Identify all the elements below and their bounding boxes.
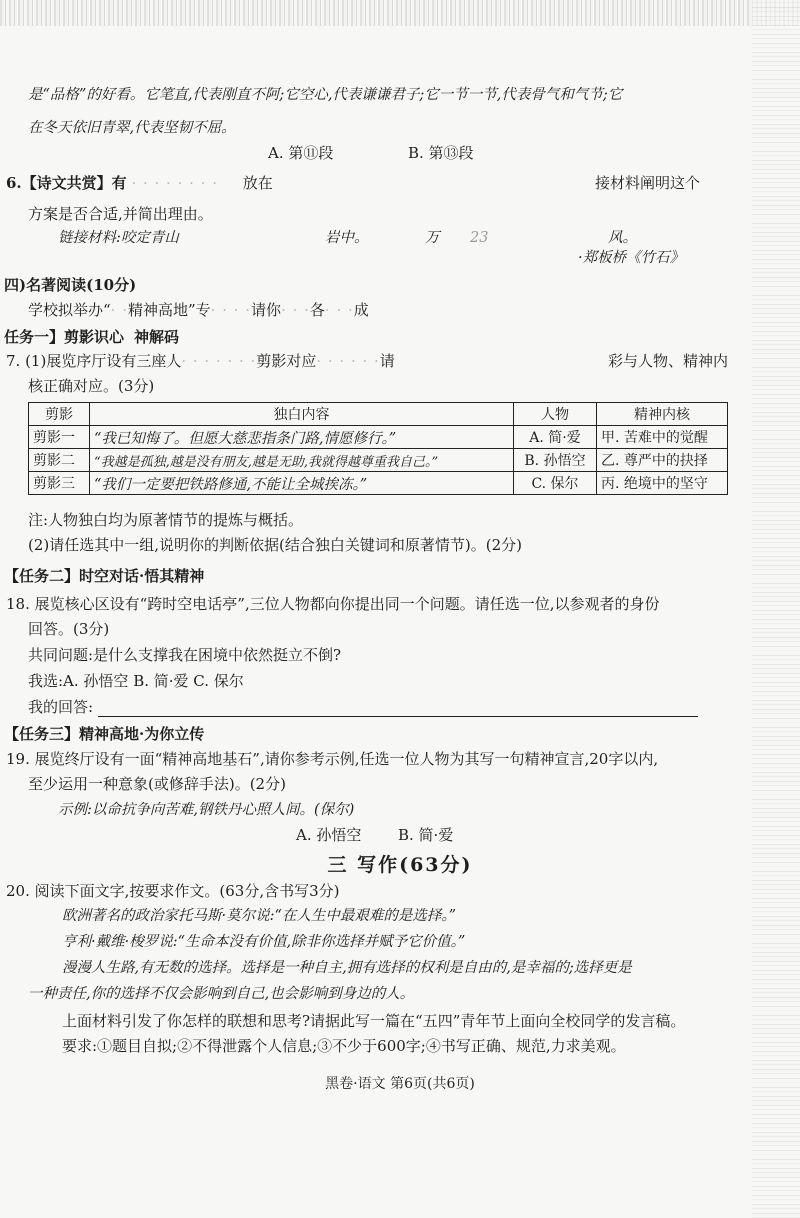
q6-label	[6, 173, 273, 193]
q19-line-1: 19. 展览终厅设有一面“精神高地基石”,请你参考示例,任选一位人物为其写一句精神宣言,20字以内,	[6, 750, 659, 768]
q19-example: 示例:以命抗争向苦难,钢铁丹心照人间。(保尔)	[58, 802, 355, 818]
q20-paragraph-3b: 一种责任,你的选择不仅会影响到自己,也会影响到身边的人。	[28, 986, 415, 1002]
q6-link-prefix: 链接材料:咬定青山	[58, 230, 179, 246]
table-header-cell: 独白内容	[90, 403, 514, 426]
table-cell: 丙. 绝境中的坚守	[597, 472, 728, 495]
q20-paragraph-2: 亨利·戴维·梭罗说:“生命本没有价值,除非你选择并赋予它价值。”	[62, 934, 466, 950]
q6-frag-4: 万	[425, 230, 440, 246]
table-cell: B. 孙悟空	[514, 449, 597, 472]
q6-frag-3: 岩中。	[325, 230, 369, 246]
table-cell: “我越是孤独,越是没有朋友,越是无助,我就得越尊重我自己。”	[90, 449, 514, 472]
page-footer: 黑卷·语文 第6页(共6页)	[325, 1076, 475, 1092]
section4-smudge-4: · · ·	[324, 301, 354, 319]
section4-smudge-1: · ·	[110, 301, 128, 319]
task1-title-b: 神解码	[134, 328, 180, 346]
q17-e: 核正确对应。(3分)	[28, 377, 155, 395]
section4-intro-2: 精神高地”专	[127, 301, 211, 319]
q17-b: 剪影对应	[256, 352, 317, 370]
q6-frag-1: 放在	[242, 174, 273, 192]
section4-title: 四)名著阅读(10分)	[4, 276, 137, 294]
section4-intro-3: 请你	[251, 301, 282, 319]
q18-common-question: 共同问题:是什么支撑我在困境中依然挺立不倒?	[28, 646, 342, 664]
q18-answer-line	[28, 697, 698, 717]
task3-title: 【任务三】精神高地·为你立传	[4, 725, 205, 743]
q20-requirements: 要求:①题目自拟;②不得泄露个人信息;③不少于600字;④书写正确、规范,力求美观。	[62, 1037, 626, 1055]
matching-table	[28, 402, 728, 495]
continuation-line-2: 在冬天依旧青翠,代表坚韧不屈。	[28, 120, 236, 136]
scan-noise-top	[0, 0, 800, 26]
q17-a: 7. (1)展览序厅设有三座人	[6, 352, 182, 370]
q20-paragraph-4: 上面材料引发了你怎样的联想和思考?请据此写一篇在“五四”青年节上面向全校同学的发言稿。	[62, 1012, 686, 1030]
table-cell: 剪影三	[29, 472, 90, 495]
task1-title	[4, 327, 179, 347]
q18-answer-label: 我的回答:	[28, 698, 94, 716]
table-cell: C. 保尔	[514, 472, 597, 495]
continuation-option-b: B. 第⑬段	[408, 144, 474, 162]
q17-c: 请	[379, 352, 395, 370]
q20-paragraph-1: 欧洲著名的政治家托马斯·莫尔说:“在人生中最艰难的是选择。”	[62, 908, 457, 924]
q6-frag-2: 接材料阐明这个	[595, 174, 701, 192]
continuation-line-1: 是“品格”的好看。它笔直,代表刚直不阿;它空心,代表谦谦君子;它一节一节,代表骨气和气节;它	[28, 87, 623, 103]
q6-source: ·郑板桥《竹石》	[578, 250, 685, 266]
q17-part-2: (2)请任选其中一组,说明你的判断依据(结合独白关键词和原著情节)。(2分)	[28, 536, 522, 554]
section3-heading: 三 写作(63分)	[327, 854, 473, 876]
q18-line-1: 18. 展览核心区设有“跨时空电话亭”,三位人物都向你提出同一个问题。请任选一位,以参观者的身份	[6, 595, 660, 613]
table-header-cell: 人物	[514, 403, 597, 426]
q6-frag-6: 风。	[608, 230, 637, 246]
q19-option-a: A. 孙悟空	[296, 826, 362, 844]
section4-smudge-3: · · ·	[281, 301, 310, 319]
q17-smudge-2: · · · · · ·	[316, 352, 380, 370]
table-cell: 剪影二	[29, 449, 90, 472]
table-cell: “我已知悔了。但愿大慈悲指条门路,情愿修行。”	[90, 426, 514, 449]
table-cell: “我们一定要把铁路修通,不能让全城挨冻。”	[90, 472, 514, 495]
q19-line-2: 至少运用一种意象(或修辞手法)。(2分)	[28, 775, 286, 793]
continuation-option-a: A. 第⑪段	[268, 144, 334, 162]
section4-intro-4: 各	[309, 301, 325, 319]
table-cell: 乙. 尊严中的抉择	[597, 449, 728, 472]
table-row	[29, 472, 728, 495]
section4-smudge-2: · · · ·	[210, 301, 252, 319]
answer-blank[interactable]	[98, 702, 698, 717]
section4-intro-5: 成	[353, 301, 369, 319]
q18-line-2: 回答。(3分)	[28, 620, 110, 638]
task1-title-a: 任务一】剪影识心	[4, 328, 125, 346]
section4-intro-1: 学校拟举办“	[28, 301, 111, 319]
q6-line-2: 方案是否合适,并简出理由。	[28, 205, 213, 223]
q6-frag-5: 23	[470, 230, 489, 246]
scan-noise-right	[752, 0, 800, 1218]
q18-choices: 我选:A. 孙悟空 B. 简·爱 C. 保尔	[28, 672, 244, 690]
q6-smudge-1: · · · · · · · ·	[131, 174, 218, 192]
table-cell: 剪影一	[29, 426, 90, 449]
table-note: 注:人物独白均为原著情节的提炼与概括。	[28, 511, 304, 529]
q17-line-1	[6, 351, 395, 371]
q20-prompt: 20. 阅读下面文字,按要求作文。(63分,含书写3分)	[6, 882, 340, 900]
section4-intro	[28, 300, 369, 320]
q20-paragraph-3a: 漫漫人生路,有无数的选择。选择是一种自主,拥有选择的权利是自由的,是幸福的;选择更是	[62, 960, 632, 976]
table-cell: 甲. 苦难中的觉醒	[597, 426, 728, 449]
table-header-row	[29, 403, 728, 426]
task2-title: 【任务二】时空对话·悟其精神	[4, 567, 205, 585]
table-cell: A. 简·爱	[514, 426, 597, 449]
q6-label-text: 6.【诗文共赏】有	[6, 174, 127, 192]
table-row	[29, 426, 728, 449]
table-header-cell: 剪影	[29, 403, 90, 426]
q17-d: 彩与人物、精神内	[608, 352, 729, 370]
table-header-cell: 精神内核	[597, 403, 728, 426]
q19-option-b: B. 简·爱	[398, 826, 454, 844]
q17-smudge-1: · · · · · · ·	[181, 352, 257, 370]
table-row	[29, 449, 728, 472]
